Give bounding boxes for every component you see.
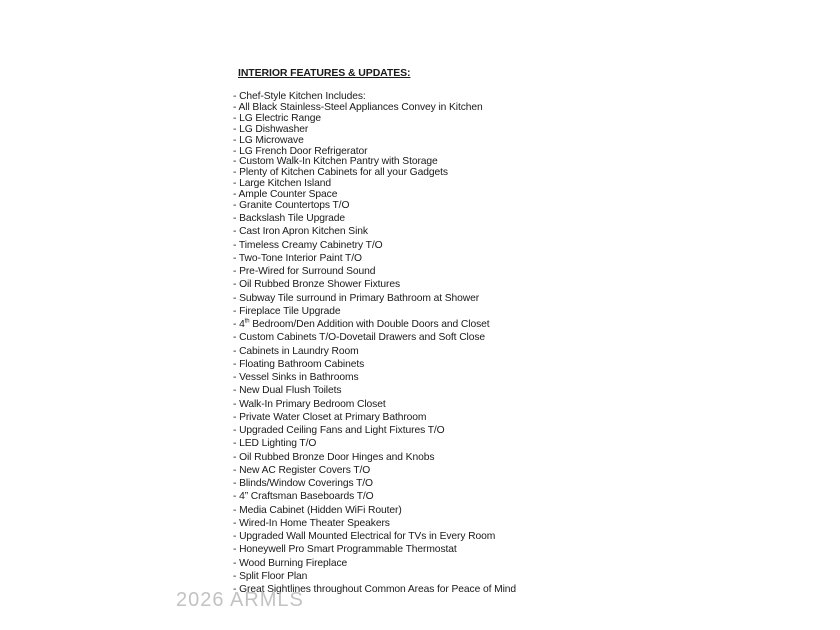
feature-item: - LG Dishwasher — [233, 123, 309, 135]
feature-item: - LG French Door Refrigerator — [233, 145, 368, 157]
feature-item: - Great Sightlines throughout Common Areas for Peace of Mind — [233, 584, 517, 595]
feature-item: - Vessel Sinks in Bathrooms — [233, 372, 359, 383]
feature-item: - Upgraded Ceiling Fans and Light Fixtures T/O — [233, 425, 445, 436]
feature-item: - 4th Bedroom/Den Addition with Double Doors and Closet — [233, 318, 490, 330]
feature-item: - Subway Tile surround in Primary Bathroom at Shower — [233, 292, 480, 304]
watermark: 2026 ARMLS — [176, 589, 304, 611]
feature-item: - LED Lighting T/O — [233, 438, 317, 450]
section-heading: INTERIOR FEATURES & UPDATES: — [238, 67, 411, 79]
feature-item: - Timeless Creamy Cabinetry T/O — [233, 239, 383, 251]
feature-item: - All Black Stainless-Steel Appliances Convey in Kitchen — [233, 101, 483, 113]
feature-item: - Cast Iron Apron Kitchen Sink — [233, 226, 368, 238]
feature-item: - Floating Bathroom Cabinets — [233, 358, 365, 370]
feature-item: - Pre-Wired for Surround Sound — [233, 266, 376, 277]
feature-item: - Chef-Style Kitchen Includes: — [233, 91, 366, 102]
feature-item: - Large Kitchen Island — [233, 178, 331, 190]
feature-item: - Granite Countertops T/O — [233, 200, 350, 212]
feature-item: - Blinds/Window Coverings T/O — [233, 478, 373, 489]
feature-item: - Wood Burning Fireplace — [233, 557, 348, 569]
feature-item: - Fireplace Tile Upgrade — [233, 305, 341, 317]
feature-item: - Ample Counter Space — [233, 189, 338, 201]
feature-item: - New Dual Flush Toilets — [233, 385, 342, 397]
feature-item: - Walk-In Primary Bedroom Closet — [233, 398, 386, 410]
feature-item: - Cabinets in Laundry Room — [233, 345, 359, 357]
feature-item: - 4” Craftsman Baseboards T/O — [233, 491, 374, 503]
feature-item: - Wired-In Home Theater Speakers — [233, 517, 390, 529]
feature-item: - Private Water Closet at Primary Bathroom — [233, 411, 427, 423]
feature-item: - Split Floor Plan — [233, 570, 308, 582]
feature-item: - Honeywell Pro Smart Programmable Thermostat — [233, 544, 457, 556]
feature-item: - New AC Register Covers T/O — [233, 464, 371, 476]
feature-item: - LG Electric Range — [233, 112, 321, 124]
feature-list-kitchen — [233, 92, 483, 212]
feature-item: - Two-Tone Interior Paint T/O — [233, 252, 362, 264]
feature-item: - Oil Rubbed Bronze Door Hinges and Knobs — [233, 451, 435, 463]
feature-item: - LG Microwave — [233, 134, 304, 146]
feature-item: - Custom Cabinets T/O-Dovetail Drawers and Soft Close — [233, 332, 486, 344]
feature-item: - Media Cabinet (Hidden WiFi Router) — [233, 504, 402, 516]
feature-item: - Upgraded Wall Mounted Electrical for TVs in Every Room — [233, 531, 496, 542]
feature-item: - Custom Walk-In Kitchen Pantry with Storage — [233, 156, 438, 168]
feature-item: - Oil Rubbed Bronze Shower Fixtures — [233, 279, 401, 291]
feature-item: - Backslash Tile Upgrade — [233, 213, 346, 224]
feature-item: - Plenty of Kitchen Cabinets for all your Gadgets — [233, 167, 448, 179]
feature-list-interior — [233, 212, 516, 596]
